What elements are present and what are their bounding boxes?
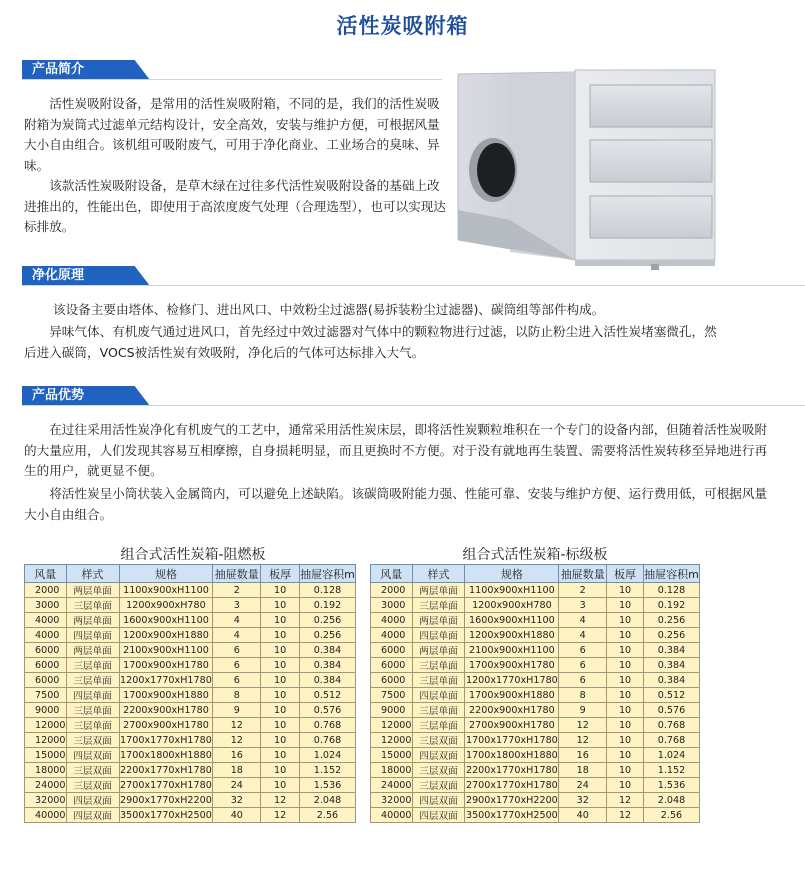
table-cell: 三层双面 xyxy=(412,778,465,793)
table-cell: 三层单面 xyxy=(66,718,119,733)
table-cell: 4 xyxy=(559,628,607,643)
table-cell: 1200x900xH780 xyxy=(465,598,559,613)
column-header: 样式 xyxy=(412,565,465,583)
table-cell: 32 xyxy=(559,793,607,808)
column-header: 抽屉容积m xyxy=(299,565,355,583)
section-header-advantage xyxy=(22,386,160,406)
column-header: 风量 xyxy=(371,565,413,583)
table-cell: 两层单面 xyxy=(66,583,119,598)
table-cell: 10 xyxy=(607,703,644,718)
table-cell: 2200x1770xH1780 xyxy=(120,764,212,776)
table-cell: 10 xyxy=(261,763,300,778)
table-cell: 0.256 xyxy=(643,628,699,643)
table-row xyxy=(25,658,356,673)
table-cell: 2.56 xyxy=(299,808,355,823)
table-cell: 0.256 xyxy=(643,613,699,628)
table-cell: 三层单面 xyxy=(412,718,465,733)
table-cell: 6 xyxy=(213,658,261,673)
table-cell: 6 xyxy=(559,643,607,658)
table-cell: 3 xyxy=(213,598,261,613)
table-cell: 6 xyxy=(559,673,607,688)
table-cell: 10 xyxy=(607,673,644,688)
table-cell: 2200x900xH1780 xyxy=(119,703,213,718)
table-cell: 两层单面 xyxy=(66,643,119,658)
table-cell: 三层单面 xyxy=(412,658,465,673)
table-cell: 10 xyxy=(607,583,644,598)
table-cell: 1200x900xH780 xyxy=(119,598,213,613)
table-cell: 1700x1800xH1880 xyxy=(120,749,212,761)
table-cell: 10 xyxy=(607,733,644,748)
table-cell: 32000 xyxy=(25,793,67,808)
table-cell: 7500 xyxy=(25,688,67,703)
table-cell: 15000 xyxy=(25,748,67,763)
table-cell: 10 xyxy=(607,598,644,613)
table-cell: 2000 xyxy=(25,583,67,598)
table-row xyxy=(371,688,700,703)
table-cell: 6 xyxy=(213,643,261,658)
table-cell: 15000 xyxy=(371,748,413,763)
table-cell: 0.192 xyxy=(299,598,355,613)
table-cell: 4000 xyxy=(371,628,413,643)
table-row xyxy=(371,763,700,778)
table-row xyxy=(25,718,356,733)
table-cell: 18000 xyxy=(371,763,413,778)
table-cell: 10 xyxy=(607,748,644,763)
table-row xyxy=(371,613,700,628)
table-cell: 10 xyxy=(607,613,644,628)
table-cell: 0.512 xyxy=(299,688,355,703)
table-cell: 2900x1770xH2200 xyxy=(465,794,558,806)
table-cell: 12 xyxy=(213,718,261,733)
table-cell: 6000 xyxy=(371,673,413,688)
table-cell: 6000 xyxy=(25,673,67,688)
table-cell: 四层双面 xyxy=(66,808,119,823)
table-cell: 10 xyxy=(261,673,300,688)
table-cell: 2000 xyxy=(371,583,413,598)
table-cell: 1700x1770xH1780 xyxy=(465,734,558,746)
table-cell: 2700x1770xH1780 xyxy=(120,779,212,791)
table-cell: 2700x900xH1780 xyxy=(119,718,213,733)
table-cell: 2100x900xH1100 xyxy=(119,643,213,658)
table-cell: 三层双面 xyxy=(66,733,119,748)
table-cell: 24 xyxy=(559,778,607,793)
table-cell: 32 xyxy=(213,793,261,808)
table-cell: 6000 xyxy=(25,658,67,673)
table-cell: 2 xyxy=(213,583,261,598)
table-cell: 四层单面 xyxy=(412,688,465,703)
table-row xyxy=(371,718,700,733)
table-cell: 2100x900xH1100 xyxy=(465,643,559,658)
table-cell: 6000 xyxy=(371,658,413,673)
table-cell: 三层双面 xyxy=(412,763,465,778)
table-cell: 1100x900xH1100 xyxy=(465,583,559,598)
table-cell: 12 xyxy=(213,733,261,748)
column-header: 抽屉容积m xyxy=(643,565,699,583)
table-row xyxy=(371,628,700,643)
table-cell: 12 xyxy=(261,793,300,808)
table-cell: 1.024 xyxy=(299,748,355,763)
table-row xyxy=(371,673,700,688)
table-cell: 三层单面 xyxy=(66,658,119,673)
table-cell: 1600x900xH1100 xyxy=(119,613,213,628)
table-cell: 0.384 xyxy=(643,673,699,688)
table-cell: 四层双面 xyxy=(412,748,465,763)
section-heading-intro: 产品简介 xyxy=(32,62,85,77)
table-cell: 12 xyxy=(559,733,607,748)
table-cell: 10 xyxy=(607,688,644,703)
table-cell: 10 xyxy=(261,733,300,748)
table-cell: 9 xyxy=(213,703,261,718)
table-cell: 6000 xyxy=(371,643,413,658)
table-cell: 0.768 xyxy=(643,718,699,733)
table-row xyxy=(25,808,356,823)
table-cell: 1700x900xH1780 xyxy=(465,658,559,673)
table-cell: 三层单面 xyxy=(66,598,119,613)
table-cell: 1600x900xH1100 xyxy=(465,613,559,628)
table-row xyxy=(25,583,356,598)
section-header-intro xyxy=(22,60,160,80)
table-cell: 2200x1770xH1780 xyxy=(465,764,558,776)
table-cell: 10 xyxy=(261,583,300,598)
table-cell: 12 xyxy=(607,808,644,823)
table-cell: 1700x900xH1880 xyxy=(465,688,559,703)
column-header: 板厚 xyxy=(261,565,300,583)
table-cell: 24000 xyxy=(371,778,413,793)
column-header: 规格 xyxy=(465,565,559,583)
table-cell: 10 xyxy=(607,778,644,793)
table-row xyxy=(371,598,700,613)
table-cell: 12000 xyxy=(25,718,67,733)
column-header: 规格 xyxy=(119,565,213,583)
table-cell: 2.56 xyxy=(643,808,699,823)
table-cell: 24000 xyxy=(25,778,67,793)
table-cell: 4000 xyxy=(371,613,413,628)
table-cell: 10 xyxy=(607,643,644,658)
table-cell: 三层双面 xyxy=(66,763,119,778)
table-cell: 0.576 xyxy=(299,703,355,718)
table-cell: 0.512 xyxy=(643,688,699,703)
table-cell: 40 xyxy=(559,808,607,823)
activated-carbon-box-image xyxy=(455,60,725,275)
table-cell: 8 xyxy=(213,688,261,703)
table-row xyxy=(371,748,700,763)
table-cell: 1200x1770xH1780 xyxy=(465,674,558,686)
table-cell: 10 xyxy=(261,688,300,703)
table-cell: 1200x900xH1880 xyxy=(119,628,213,643)
table-cell: 3000 xyxy=(371,598,413,613)
intro-paragraph-2: 该款活性炭吸附设备，是草木绿在过往多代活性炭吸附设备的基础上改进推出的，性能出色，即使用于高浓度废气处理（合理选型），也可以实现达标排放。 xyxy=(24,178,446,234)
table-cell: 24 xyxy=(213,778,261,793)
table-cell: 三层单面 xyxy=(412,673,465,688)
table-cell: 9000 xyxy=(25,703,67,718)
table-cell: 0.768 xyxy=(643,733,699,748)
table-cell: 0.192 xyxy=(643,598,699,613)
table-cell: 0.128 xyxy=(299,583,355,598)
table-row xyxy=(25,613,356,628)
section-heading-advantage: 产品优势 xyxy=(32,388,85,403)
table-cell: 1700x900xH1780 xyxy=(119,658,213,673)
table-cell: 1.024 xyxy=(643,748,699,763)
table-row xyxy=(25,733,356,748)
table-header-row xyxy=(25,565,356,583)
table-cell: 四层单面 xyxy=(66,688,119,703)
table-cell: 1100x900xH1100 xyxy=(119,583,213,598)
table-cell: 1700x900xH1880 xyxy=(119,688,213,703)
table-cell: 4 xyxy=(213,628,261,643)
table-cell: 1700x1800xH1880 xyxy=(465,749,558,761)
table-cell: 1.152 xyxy=(299,763,355,778)
table-row xyxy=(25,673,356,688)
table-cell: 7500 xyxy=(371,688,413,703)
table-cell: 三层单面 xyxy=(412,703,465,718)
table-cell: 0.384 xyxy=(299,658,355,673)
table-cell: 40000 xyxy=(371,808,413,823)
table-cell: 3 xyxy=(559,598,607,613)
table-cell: 3500x1770xH2500 xyxy=(465,809,558,821)
table-cell: 4 xyxy=(559,613,607,628)
table-cell: 6 xyxy=(213,673,261,688)
table-cell: 3000 xyxy=(25,598,67,613)
column-header: 板厚 xyxy=(607,565,644,583)
table-cell: 2.048 xyxy=(299,793,355,808)
table-cell: 10 xyxy=(261,748,300,763)
table-cell: 2 xyxy=(559,583,607,598)
spec-table-flame-retardant xyxy=(24,564,356,823)
table-cell: 1200x900xH1880 xyxy=(465,628,559,643)
table-cell: 1200x1770xH1780 xyxy=(120,674,212,686)
table-cell: 三层单面 xyxy=(412,598,465,613)
table-cell: 8 xyxy=(559,688,607,703)
table-cell: 4000 xyxy=(25,628,67,643)
table-cell: 12000 xyxy=(25,733,67,748)
table-cell: 9000 xyxy=(371,703,413,718)
table-cell: 2900x1770xH2200 xyxy=(120,794,212,806)
table-cell: 3500x1770xH2500 xyxy=(120,809,212,821)
table-row xyxy=(25,748,356,763)
table-cell: 10 xyxy=(607,658,644,673)
table-cell: 6000 xyxy=(25,643,67,658)
table-cell: 1.536 xyxy=(643,778,699,793)
table-cell: 10 xyxy=(261,613,300,628)
column-header: 样式 xyxy=(66,565,119,583)
table-cell: 四层双面 xyxy=(412,808,465,823)
table-cell: 10 xyxy=(607,763,644,778)
table-row xyxy=(25,763,356,778)
table-cell: 2700x900xH1780 xyxy=(465,718,559,733)
table-row xyxy=(371,703,700,718)
principle-paragraph-2: 异味气体、有机废气通过进风口，首先经过中效过滤器对气体中的颗粒物进行过滤，以防止粉尘进入活性炭堵塞微孔，然后进入碳筒，VOCS被活性炭有效吸附，净化后的气体可达标排入大气。 xyxy=(24,324,717,360)
table-row xyxy=(371,733,700,748)
table-cell: 三层单面 xyxy=(66,703,119,718)
advantage-paragraph-1: 在过往采用活性炭净化有机废气的工艺中，通常采用活性炭床层，即将活性炭颗粒堆积在一个专门的设备内部，但随着活性炭吸附的大量应用，人们发现其容易互相摩擦，自身损耗明显，而且更换时不方便。对于没有就地再生装置、需要将活性炭转移至异地进行再生的用户，就更显不便。 xyxy=(24,422,768,478)
table-cell: 2.048 xyxy=(643,793,699,808)
table-cell: 16 xyxy=(213,748,261,763)
table-cell: 4 xyxy=(213,613,261,628)
table-row xyxy=(371,658,700,673)
table-cell: 四层双面 xyxy=(66,748,119,763)
table-cell: 40000 xyxy=(25,808,67,823)
table-cell: 10 xyxy=(261,703,300,718)
table-cell: 两层单面 xyxy=(412,643,465,658)
table-cell: 0.256 xyxy=(299,613,355,628)
table-cell: 6 xyxy=(559,658,607,673)
table-cell: 12000 xyxy=(371,733,413,748)
section-header-principle xyxy=(22,266,160,286)
table-header-row xyxy=(371,565,700,583)
table-cell: 0.384 xyxy=(643,658,699,673)
page-title: 活性炭吸附箱 xyxy=(336,14,469,38)
table-cell: 12 xyxy=(261,808,300,823)
table-cell: 三层双面 xyxy=(412,733,465,748)
table-cell: 10 xyxy=(607,628,644,643)
table-cell: 1700x1770xH1780 xyxy=(120,734,212,746)
table-cell: 三层双面 xyxy=(66,778,119,793)
table-cell: 0.576 xyxy=(643,703,699,718)
table-cell: 0.384 xyxy=(643,643,699,658)
table-cell: 两层单面 xyxy=(412,583,465,598)
table-row xyxy=(25,793,356,808)
table-cell: 三层单面 xyxy=(66,673,119,688)
table-cell: 10 xyxy=(261,658,300,673)
table-cell: 12 xyxy=(607,793,644,808)
table-row xyxy=(25,643,356,658)
table-row xyxy=(371,793,700,808)
table-title-flame-retardant: 组合式活性炭箱-阻燃板 xyxy=(120,547,266,563)
table-cell: 两层单面 xyxy=(66,613,119,628)
table-cell: 18 xyxy=(213,763,261,778)
table-cell: 四层单面 xyxy=(66,628,119,643)
table-title-standard-board: 组合式活性炭箱-标级板 xyxy=(462,547,608,563)
table-cell: 0.384 xyxy=(299,643,355,658)
column-header: 抽屉数量 xyxy=(213,565,261,583)
table-cell: 四层双面 xyxy=(66,793,119,808)
table-cell: 18 xyxy=(559,763,607,778)
table-cell: 1.536 xyxy=(299,778,355,793)
column-header: 风量 xyxy=(25,565,67,583)
table-row xyxy=(371,583,700,598)
table-cell: 10 xyxy=(607,718,644,733)
spec-table-standard-board xyxy=(370,564,700,823)
section-heading-principle: 净化原理 xyxy=(32,268,85,283)
table-cell: 四层双面 xyxy=(412,793,465,808)
table-cell: 12 xyxy=(559,718,607,733)
table-cell: 2700x1770xH1780 xyxy=(465,779,558,791)
table-cell: 10 xyxy=(261,718,300,733)
table-cell: 16 xyxy=(559,748,607,763)
table-row xyxy=(25,688,356,703)
table-cell: 9 xyxy=(559,703,607,718)
table-cell: 12000 xyxy=(371,718,413,733)
table-cell: 10 xyxy=(261,598,300,613)
table-row xyxy=(25,598,356,613)
table-cell: 0.256 xyxy=(299,628,355,643)
advantage-paragraph-2: 将活性炭呈小筒状装入金属筒内，可以避免上述缺陷。该碳筒吸附能力强、性能可靠、安装与维护方便、运行费用低，可根据风量大小自由组合。 xyxy=(24,486,768,522)
table-cell: 0.384 xyxy=(299,673,355,688)
table-row xyxy=(371,778,700,793)
table-cell: 0.768 xyxy=(299,718,355,733)
table-cell: 32000 xyxy=(371,793,413,808)
table-cell: 0.768 xyxy=(299,733,355,748)
table-row xyxy=(25,628,356,643)
column-header: 抽屉数量 xyxy=(559,565,607,583)
table-cell: 10 xyxy=(261,778,300,793)
table-cell: 两层单面 xyxy=(412,613,465,628)
table-row xyxy=(371,808,700,823)
table-row xyxy=(25,703,356,718)
table-cell: 40 xyxy=(213,808,261,823)
table-cell: 4000 xyxy=(25,613,67,628)
principle-paragraph-1: 该设备主要由塔体、检修门、进出风口、中效粉尘过滤器(易拆装粉尘过滤器)、碳筒组等部件构成。 xyxy=(52,302,605,317)
table-cell: 18000 xyxy=(25,763,67,778)
table-cell: 10 xyxy=(261,643,300,658)
table-cell: 2200x900xH1780 xyxy=(465,703,559,718)
table-cell: 1.152 xyxy=(643,763,699,778)
table-cell: 10 xyxy=(261,628,300,643)
table-row xyxy=(25,778,356,793)
intro-paragraph-1: 活性炭吸附设备，是常用的活性炭吸附箱，不同的是，我们的活性炭吸附箱为炭筒式过滤单元结构设计，安全高效，安装与维护方便，可根据风量大小自由组合。该机组可吸附废气，可用于净化商业、工业场合的臭味、异味。 xyxy=(24,96,440,173)
table-cell: 0.128 xyxy=(643,583,699,598)
table-row xyxy=(371,643,700,658)
table-cell: 四层单面 xyxy=(412,628,465,643)
